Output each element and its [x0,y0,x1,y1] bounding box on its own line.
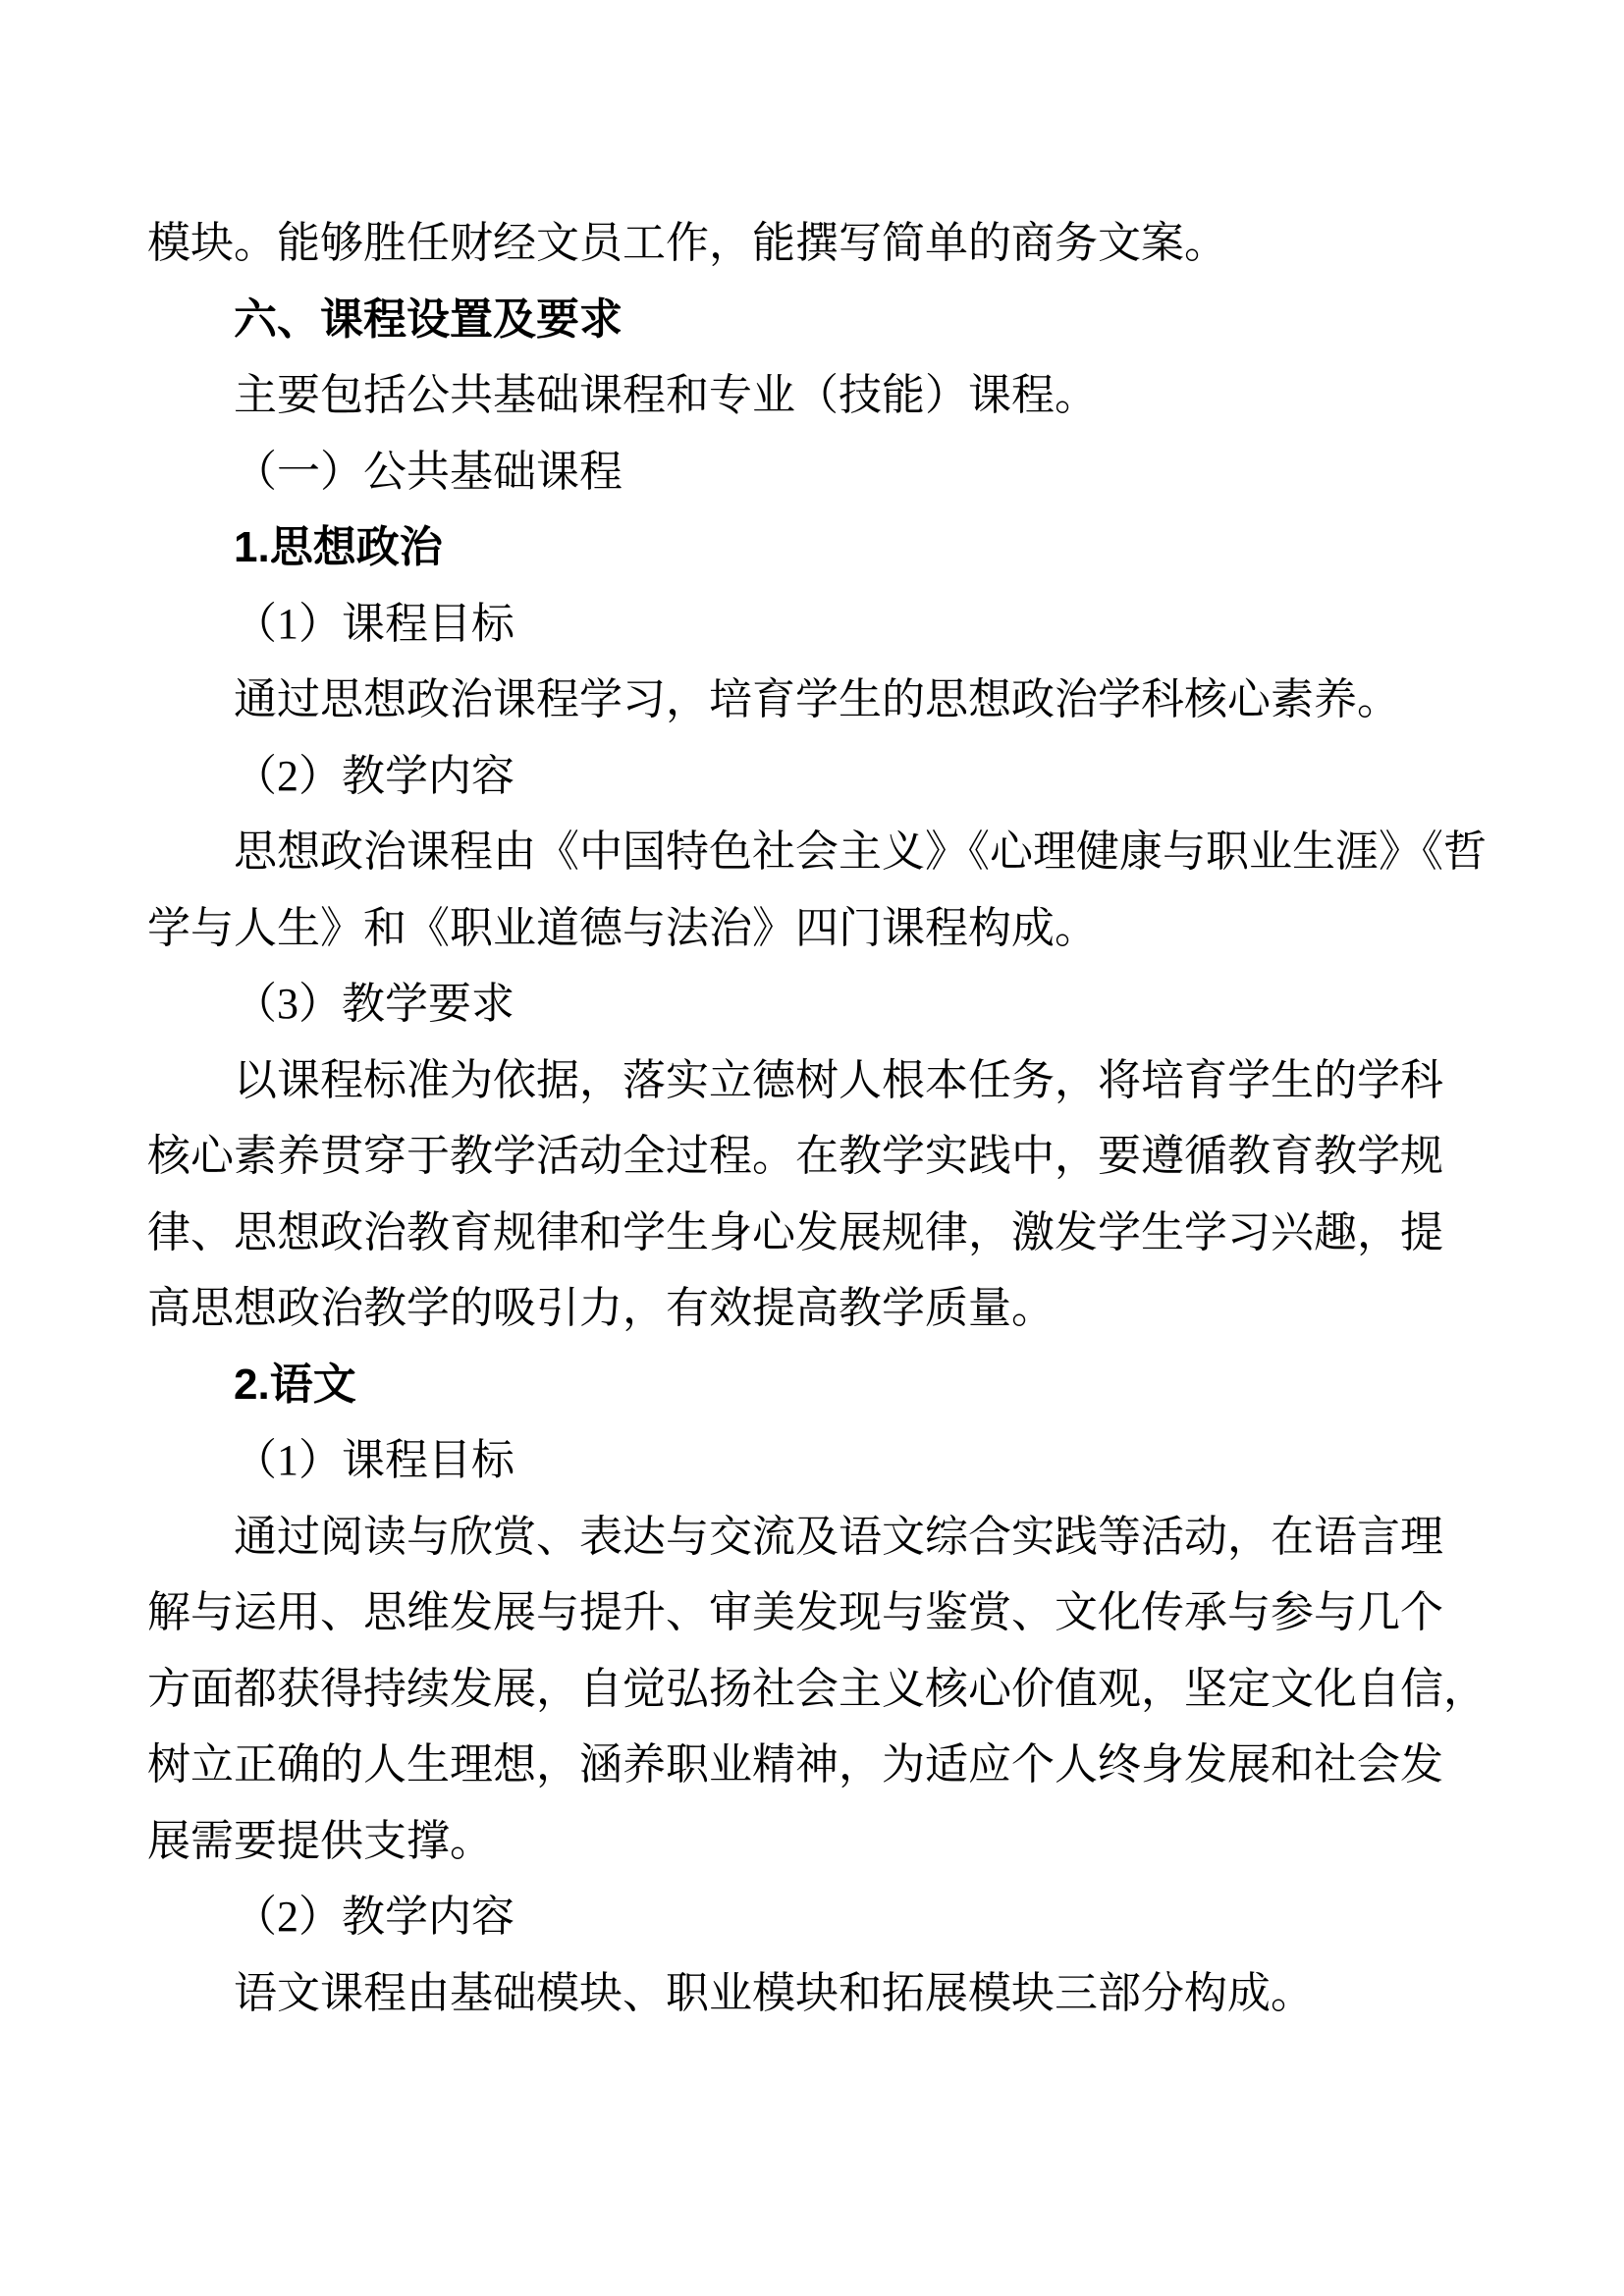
text-line: 树立正确的人生理想，涵养职业精神，为适应个人终身发展和社会发 [147,1740,1443,1789]
text-line: 以课程标准为依据，落实立德树人根本任务，将培育学生的学科 [234,1055,1443,1104]
text-line: 模块。能够胜任财经文员工作，能撰写简单的商务文案。 [147,219,1227,267]
section-heading: 六、课程设置及要求 [234,294,623,344]
text-line: 核心素养贯穿于教学活动全过程。在教学实践中，要遵循教育教学规 [147,1132,1443,1180]
text-line: 学与人生》和《职业道德与法治》四门课程构成。 [147,903,1098,952]
text-line: （1）课程目标 [234,599,514,648]
text-line: 高思想政治教学的吸引力，有效提高教学质量。 [147,1284,1055,1332]
text-line: 通过思想政治课程学习，培育学生的思想政治学科核心素养。 [234,675,1400,723]
text-block [147,205,1494,2031]
text-line: （一）公共基础课程 [234,447,623,496]
text-line: 语文课程由基础模块、职业模块和拓展模块三部分构成。 [234,1968,1314,2017]
text-line: （3）教学要求 [234,980,514,1028]
text-line: 解与运用、思维发展与提升、审美发现与鉴赏、文化传承与参与几个 [147,1588,1443,1636]
section-heading: 1.思想政治 [234,523,443,571]
text-line: 展需要提供支撑。 [147,1816,493,1865]
text-line: 主要包括公共基础课程和专业（技能）课程。 [234,371,1098,419]
text-line: 通过阅读与欣赏、表达与交流及语文综合实践等活动，在语言理 [234,1512,1443,1561]
text-line: （2）教学内容 [234,751,514,800]
text-line: （1）课程目标 [234,1436,514,1484]
text-line: 方面都获得持续发展，自觉弘扬社会主义核心价值观，坚定文化自信， [147,1664,1487,1713]
section-heading: 2.语文 [234,1360,356,1409]
text-line: （2）教学内容 [234,1893,514,1941]
text-line: 律、思想政治教育规律和学生身心发展规律，激发学生学习兴趣，提 [147,1207,1443,1256]
text-line: 思想政治课程由《中国特色社会主义》《心理健康与职业生涯》《哲 [234,828,1487,876]
